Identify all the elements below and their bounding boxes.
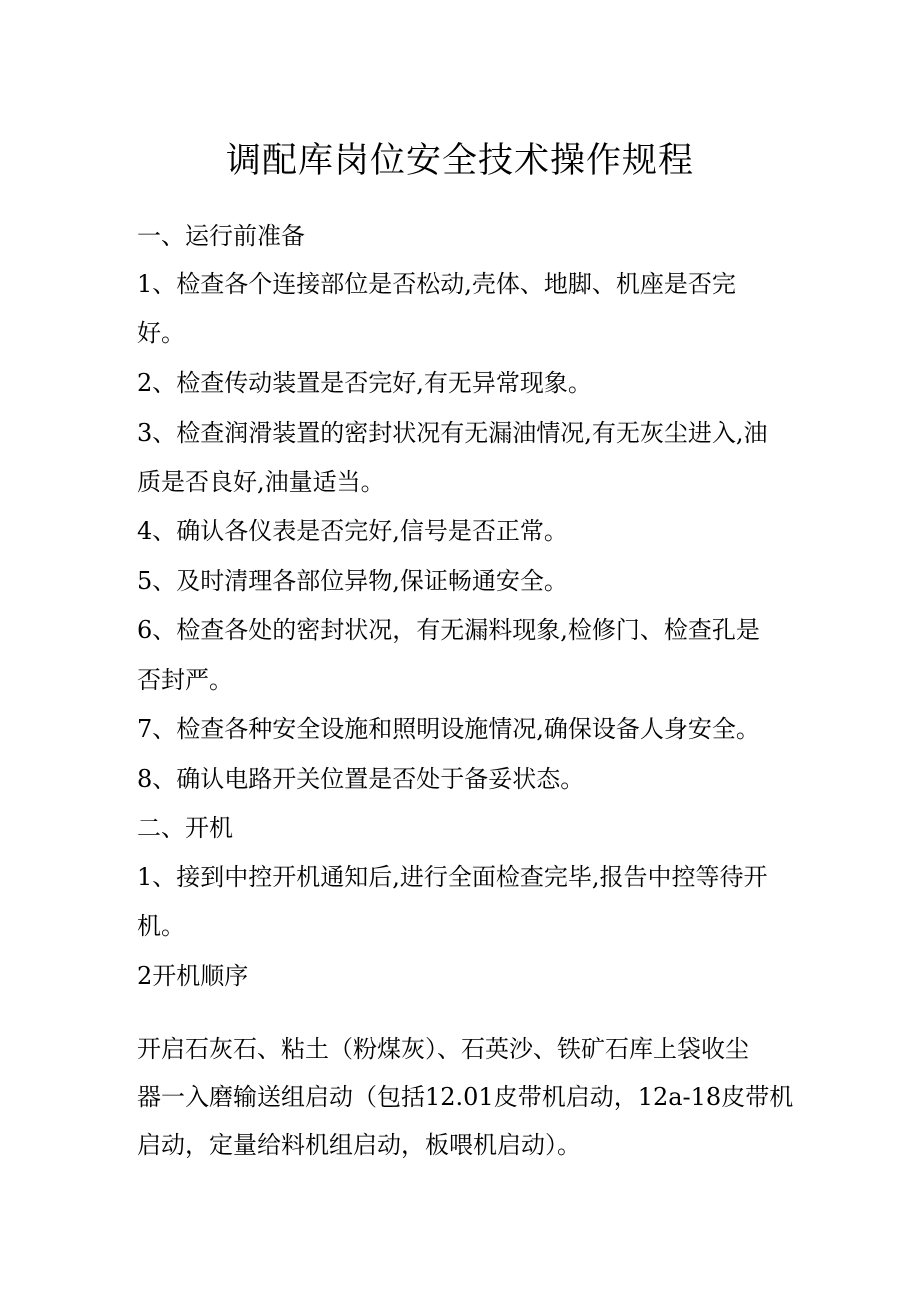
section-heading-2: 二、开机 [137, 814, 233, 842]
paragraph-line: 质是否良好,油量适当。 [137, 468, 385, 496]
paragraph-line: 启动，定量给料机组启动，板喂机启动）。 [137, 1131, 581, 1159]
section-heading-1: 一、运行前准备 [137, 222, 305, 250]
paragraph-line: 2、检查传动装置是否完好,有无异常现象。 [137, 369, 592, 397]
paragraph-line: 7、检查各种安全设施和照明设施情况,确保设备人身安全。 [137, 715, 760, 743]
paragraph-line: 4、确认各仪表是否完好,信号是否正常。 [137, 517, 568, 545]
paragraph-line: 好。 [137, 319, 185, 347]
paragraph-line: 机。 [137, 912, 185, 940]
paragraph-line: 8、确认电路开关位置是否处于备妥状态。 [137, 765, 585, 793]
paragraph-line: 开启石灰石、粘土（粉煤灰）、石英沙、铁矿石库上袋收尘 [137, 1035, 749, 1063]
document-title: 调配库岗位安全技术操作规程 [225, 141, 694, 181]
paragraph-line: 1、检查各个连接部位是否松动,壳体、地脚、机座是否完 [137, 270, 736, 298]
paragraph-line: 器一入磨输送组启动（包括12.01皮带机启动，12a-18皮带机 [137, 1083, 794, 1111]
paragraph-line: 5、及时清理各部位异物,保证畅通安全。 [137, 567, 568, 595]
paragraph-line: 1、接到中控开机通知后,进行全面检查完毕,报告中控等待开 [137, 863, 768, 891]
paragraph-line: 6、检查各处的密封状况，有无漏料现象,检修门、检查孔是 [137, 616, 760, 644]
paragraph-line: 否封严。 [137, 666, 233, 694]
subheading: 2开机顺序 [137, 962, 249, 990]
paragraph-line: 3、检查润滑装置的密封状况有无漏油情况,有无灰尘进入,油 [137, 419, 768, 447]
